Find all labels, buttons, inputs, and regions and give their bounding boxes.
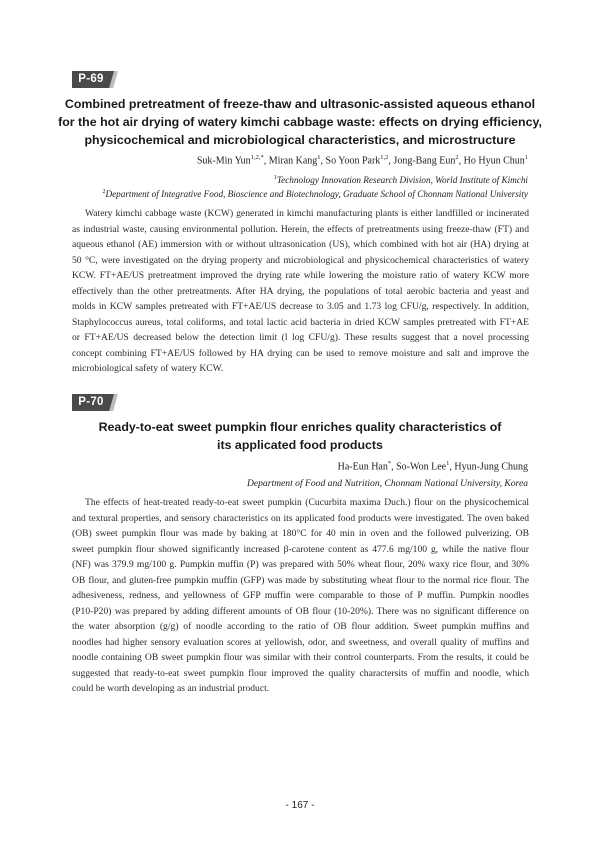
title-line: physicochemical and microbiological characteristics, and microstructure bbox=[84, 133, 516, 147]
abstract-line: sweet pumpkin flour showed significantly increased β-carotene content as 477.6 mg/100 g, while the native flour bbox=[72, 543, 529, 555]
abstract-badge-p69 bbox=[72, 71, 118, 88]
author-sup: 2 bbox=[455, 154, 459, 161]
abstract-line: (P10-P20) was prepared by adding different amounts of OB flour (10-20%). There was no significant difference on bbox=[72, 605, 529, 617]
affiliation-sup: 2 bbox=[102, 189, 106, 196]
abstract-body-p69 bbox=[72, 206, 529, 377]
affiliations-p69 bbox=[102, 172, 528, 200]
abstract-line: or FT+AE/US decreased below the detection limit (l log CFU/g). These results suggest that a novel processing bbox=[72, 332, 529, 343]
abstract-badge-p70 bbox=[72, 394, 118, 411]
author-sup: 1,2 bbox=[380, 154, 389, 161]
author-sup: 1,2,* bbox=[250, 154, 264, 161]
abstract-title-p69 bbox=[40, 95, 560, 149]
author-sup: 1 bbox=[446, 460, 450, 467]
abstract-line: 50 °C, were investigated on the drying property and microbiological and physicochemical characteristics of watery bbox=[72, 254, 529, 266]
affiliation-line bbox=[102, 172, 528, 186]
affiliation-text: Department of Food and Nutrition, Chonnam National University, Korea bbox=[246, 478, 528, 489]
abstract-line: aqueous ethanol (AE) immersion with or without ultrasonication (US), which combined with hot air (HA) drying at bbox=[72, 239, 529, 250]
title-line: for the hot air drying of watery kimchi cabbage waste: effects on drying efficiency, bbox=[58, 115, 542, 129]
abstract-line: (OB) sweet pumpkin flour was made by baking at 180°C for 40 min in oven and the followed pulverizing. OB bbox=[72, 528, 529, 539]
abstract-line: microbiological safety of watery KCW. bbox=[72, 363, 224, 374]
abstract-line: effectively than the other pretreatments. After HA drying, the populations of total aerobic bacteria and yeast and bbox=[72, 285, 529, 297]
abstract-line: as industrial waste, causing environmental pollution. Herein, the effects of pretreatments using freeze-thaw (FT) and bbox=[72, 223, 529, 235]
abstract-title-p70 bbox=[40, 418, 560, 454]
abstract-line: could be worth developing as an industrial product. bbox=[72, 683, 270, 694]
author: Ho Hyun Chun bbox=[463, 155, 525, 167]
affiliation-line bbox=[102, 186, 528, 200]
abstract-line: Watery kimchi cabbage waste (KCW) generated in kimchi manufacturing plants is either landfilled or incinerated bbox=[85, 208, 529, 219]
author-sup: * bbox=[387, 460, 392, 467]
title-line: Ready-to-eat sweet pumpkin flour enriches quality characteristics of bbox=[98, 420, 502, 434]
affiliation-text: Department of Integrative Food, Bioscience and Biotechnology, Graduate School of Chonnam National University bbox=[105, 189, 528, 200]
abstract-line: OB flour, and gluten-free pumpkin muffin (GFP) was made by substituting wheat flour to the normal rice flour. The bbox=[72, 574, 529, 586]
abstract-line: noodle containing OB sweet pumpkin flour was similar with their control counterparts. From the results, it could be bbox=[72, 652, 529, 663]
author-sup: 1 bbox=[317, 154, 321, 161]
author: Miran Kang bbox=[268, 155, 318, 167]
abstract-line: KCW. FT+AE/US pretreatment improved the drying rate while lowering the moisture ratio of watery KCW more bbox=[72, 270, 529, 281]
abstract-line: molds in KCW samples pretreated with FT+AE/US decrease to 3.05 and 1.73 log CFU/g, respectively. In addition, bbox=[72, 301, 529, 312]
page-number: - 167 - bbox=[285, 800, 315, 811]
abstract-line: suggested that ready-to-eat sweet pumpkin flour improved the quality charactersits of muffin and noodle, which bbox=[72, 667, 529, 679]
affiliations-p70 bbox=[247, 478, 528, 490]
author-list-p70: Ha-Eun Han*, So-Won Lee$^1$, Hyun-Jung Chung bbox=[337, 460, 528, 473]
author-list-p69: Suk-Min Yun$^{1,2,*}$, Miran Kang$^1$, So Yoon Park$^{1,2}$, Jong-Bang Eun$^2$, Ho Hyun Chun$^1$ bbox=[196, 154, 528, 167]
title-line: Combined pretreatment of freeze-thaw and ultrasonic-assisted aqueous ethanol bbox=[64, 97, 536, 111]
abstract-line: concept combining FT+AE/US followed by HA drying can be used to remove moisture and salt and improve the bbox=[72, 347, 529, 359]
title-line: its applicated food products bbox=[217, 438, 383, 452]
badge-label: P-69 bbox=[72, 71, 110, 88]
badge-label: P-70 bbox=[72, 394, 110, 411]
author: So-Won Lee bbox=[396, 461, 447, 473]
author: Ha-Eun Han bbox=[337, 461, 388, 473]
abstract-line: The effects of heat-treated ready-to-eat sweet pumpkin (Cucurbita maxima Duch.) flour on the physicochemical bbox=[85, 497, 529, 508]
author: So Yoon Park bbox=[325, 155, 381, 167]
affiliation-text: Technology Innovation Research Division, World Institute of Kimchi bbox=[276, 175, 528, 186]
abstract-line: adhesiveness, redness, and yellowness of GFP muffin were comparable to those of P muffin. Pumpkin noodles bbox=[72, 590, 529, 601]
abstract-line: (NF) was 379.9 mg/100 g. Pumpkin muffin (P) was prepared with 50% wheat flour, 20% waxy rice flour, and 30% bbox=[72, 559, 529, 570]
affiliation-sup: 1 bbox=[273, 175, 277, 181]
abstract-line: noodles had higher sensory evaluation scores at yellowish, odor, and sweetness, and overall quality of muffins and bbox=[72, 636, 529, 648]
author-sup: 1 bbox=[524, 154, 528, 161]
abstract-line: Staphylococcus aureus, total coliforms, and total lactic acid bacteria in dried KCW samples pretreated with FT+AE bbox=[72, 316, 529, 328]
abstract-body-p70 bbox=[72, 495, 529, 697]
abstract-line: the water absorption (g/g) of noodle according to the ratio of OB flour addition. Sweet pumpkin muffins and bbox=[72, 621, 529, 632]
abstract-line: and textural properties, and sensory characteristics on its applicated food products were investigated. The oven baked bbox=[72, 512, 529, 524]
author: Jong-Bang Eun bbox=[393, 155, 456, 167]
author: Hyun-Jung Chung bbox=[454, 461, 528, 473]
author: Suk-Min Yun bbox=[196, 155, 251, 167]
